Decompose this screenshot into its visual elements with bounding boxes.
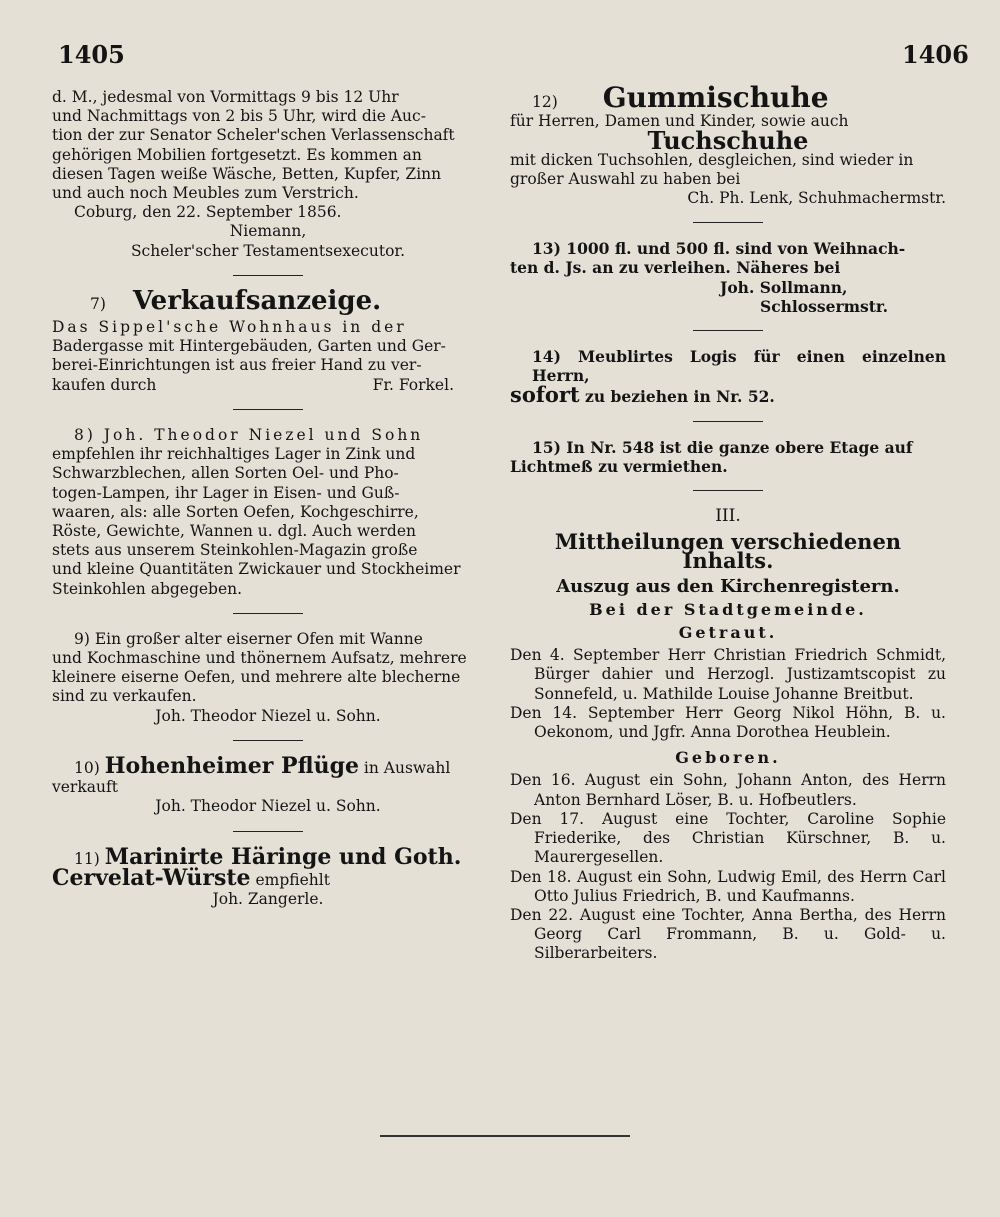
text-line	[510, 382, 946, 408]
ad-title: Cervelat-Würste	[52, 864, 251, 891]
register-entry: Den 14. September Herr Georg Nikol Höhn, B. u. Oekonom, und Jgfr. Anna Dorothea Heublein.	[510, 703, 946, 742]
register-entry: Den 18. August ein Sohn, Ludwig Emil, des Herrn Carl Otto Julius Friedrich, B. und Kaufmanns.	[510, 867, 946, 905]
text-line: togen-Lampen, ihr Lager in Eisen- und Guß-	[52, 483, 400, 502]
text-line: und Kochmaschine und thönernem Aufsatz, mehrere	[52, 649, 467, 668]
ad-text: empfiehlt	[255, 870, 330, 889]
divider	[233, 740, 303, 741]
ad-title: Gummischuhe	[602, 81, 829, 114]
ad-8	[52, 426, 484, 599]
ad-title: Marinirte Häringe und Goth.	[104, 843, 462, 870]
ad-heading	[52, 752, 484, 779]
text-line: verkauft	[52, 778, 118, 797]
text-line: und Nachmittags von 2 bis 5 Uhr, wird die Auc-	[52, 107, 426, 126]
text-line: Steinkohlen abgegeben.	[52, 579, 243, 598]
ad-number: 7)	[90, 294, 106, 313]
ad-number: 10)	[74, 758, 100, 777]
signature: Joh. Sollmann,	[720, 277, 848, 297]
divider	[693, 222, 763, 223]
page-number-right: 1406	[902, 40, 969, 69]
text-line: kaufen durch	[52, 375, 157, 394]
date-line: Coburg, den 22. September 1856.	[74, 203, 342, 222]
text-line: Badergasse mit Hintergebäuden, Garten und Ger-	[52, 337, 446, 356]
ad-text: in Auswahl	[363, 758, 451, 777]
ad-9	[52, 630, 484, 726]
text-line: 9) Ein großer alter eiserner Ofen mit Wanne	[74, 629, 423, 648]
ad-14	[510, 347, 946, 407]
text-line: Das Sippel'sche Wohnhaus in der	[52, 318, 407, 337]
text-line: für Herren, Damen und Kinder, sowie auch	[510, 112, 849, 131]
section-title: Mittheilungen verschiedenen Inhalts.	[554, 529, 902, 574]
register-entry: Den 4. September Herr Christian Friedrich Schmidt, Bürger dahier und Herzogl. Justizamtscopist zu Sonnefeld, u. Mathilde Louise Johanne Breitbut.	[510, 646, 946, 703]
text-line: großer Auswahl zu haben bei	[510, 169, 741, 188]
right-column	[510, 81, 946, 964]
register-entry: Den 22. August eine Tochter, Anna Bertha, des Herrn Georg Carl Frommann, B. u. Gold- u. Silberarbeiters.	[510, 905, 946, 963]
ad-title: Verkaufsanzeige.	[132, 285, 382, 316]
section-iii	[510, 507, 946, 963]
text-line: sind zu verkaufen.	[52, 687, 197, 706]
ad-12	[510, 81, 946, 208]
text-line: diesen Tagen weiße Wäsche, Betten, Kupfer, Zinn	[52, 164, 442, 183]
register-entry: Den 17. August eine Tochter, Caroline Sophie Friederike, des Christian Kürschner, B. u. Maurergesellen.	[510, 809, 946, 867]
signature: Niemann,	[229, 222, 307, 241]
text-line: 14) Meublirtes Logis für einen einzelnen Herrn,	[532, 347, 946, 386]
divider	[233, 275, 303, 276]
section-subtitle: Auszug aus den Kirchenregistern.	[556, 575, 900, 597]
divider	[233, 409, 303, 410]
text-line: mit dicken Tuchsohlen, desgleichen, sind wieder in	[510, 150, 914, 169]
register-entry: Den 16. August ein Sohn, Johann Anton, des Herrn Anton Bernhard Löser, B. u. Hofbeutlers.	[510, 771, 946, 809]
auction-notice	[52, 88, 484, 261]
text-span: zu beziehen in Nr. 52.	[585, 387, 775, 407]
page-number-left: 1405	[58, 40, 125, 69]
text-line: empfehlen ihr reichhaltiges Lager in Zink und	[52, 445, 416, 464]
text-line: Schwarzblechen, allen Sorten Oel- und Pho-	[52, 464, 399, 483]
ad-10	[52, 752, 484, 817]
divider	[693, 330, 763, 331]
ad-11	[52, 843, 484, 910]
ad-heading	[510, 81, 946, 114]
text-line: stets aus unserem Steinkohlen-Magazin große	[52, 541, 418, 560]
emphasis-text: sofort	[510, 382, 580, 408]
ad-number: 11)	[74, 849, 100, 868]
signature: Joh. Theodor Niezel u. Sohn.	[155, 706, 381, 725]
ad-heading	[52, 285, 484, 316]
text-line: und kleine Quantitäten Zwickauer und Stockheimer	[52, 560, 461, 579]
text-line: ten d. Js. an zu verleihen. Näheres bei	[510, 258, 841, 278]
ad-7	[52, 285, 484, 395]
signature: Joh. Zangerle.	[212, 889, 324, 908]
ad-heading-line	[52, 864, 484, 891]
bottom-rule	[380, 1135, 630, 1137]
left-column	[52, 88, 484, 915]
text-line: und auch noch Meubles zum Verstrich.	[52, 184, 359, 203]
text-line: 15) In Nr. 548 ist die ganze obere Etage auf	[532, 437, 913, 457]
ad-title: Hohenheimer Pflüge	[104, 752, 359, 779]
signature: Fr. Forkel.	[372, 375, 454, 394]
text-line: d. M., jedesmal von Vormittags 9 bis 12 Uhr	[52, 88, 399, 106]
text-line: 13) 1000 fl. und 500 fl. sind von Weihnach-	[532, 239, 906, 259]
signature: Scheler'scher Testamentsexecutor.	[130, 241, 406, 260]
text-line: Röste, Gewichte, Wannen u. dgl. Auch werden	[52, 522, 416, 541]
text-line: berei-Einrichtungen ist aus freier Hand zu ver-	[52, 356, 422, 375]
signature: Joh. Theodor Niezel u. Sohn.	[155, 797, 381, 816]
divider	[233, 831, 303, 832]
section-number: III.	[715, 506, 741, 527]
ad-title: Tuchschuhe	[647, 126, 809, 156]
signature: Ch. Ph. Lenk, Schuhmachermstr.	[687, 189, 946, 208]
text-line: Lichtmeß zu vermiethen.	[510, 456, 728, 476]
married-heading: Getraut.	[678, 623, 778, 643]
ad-15	[510, 438, 946, 476]
community-heading: Bei der Stadtgemeinde.	[589, 599, 867, 619]
born-heading: Geboren.	[675, 748, 781, 768]
text-line: tion der zur Senator Scheler'schen Verlassenschaft	[52, 126, 455, 145]
ad-13	[510, 239, 946, 316]
signature: Schlossermstr.	[760, 296, 889, 316]
ad-number: 12)	[532, 93, 558, 111]
divider	[693, 421, 763, 422]
text-line: kleinere eiserne Oefen, und mehrere alte blecherne	[52, 668, 461, 687]
text-line: 8) Joh. Theodor Niezel und Sohn	[74, 426, 424, 445]
divider	[693, 490, 763, 491]
divider	[233, 613, 303, 614]
text-line: gehörigen Mobilien fortgesetzt. Es kommen an	[52, 145, 422, 164]
text-line: waaren, als: alle Sorten Oefen, Kochgeschirre,	[52, 502, 419, 521]
